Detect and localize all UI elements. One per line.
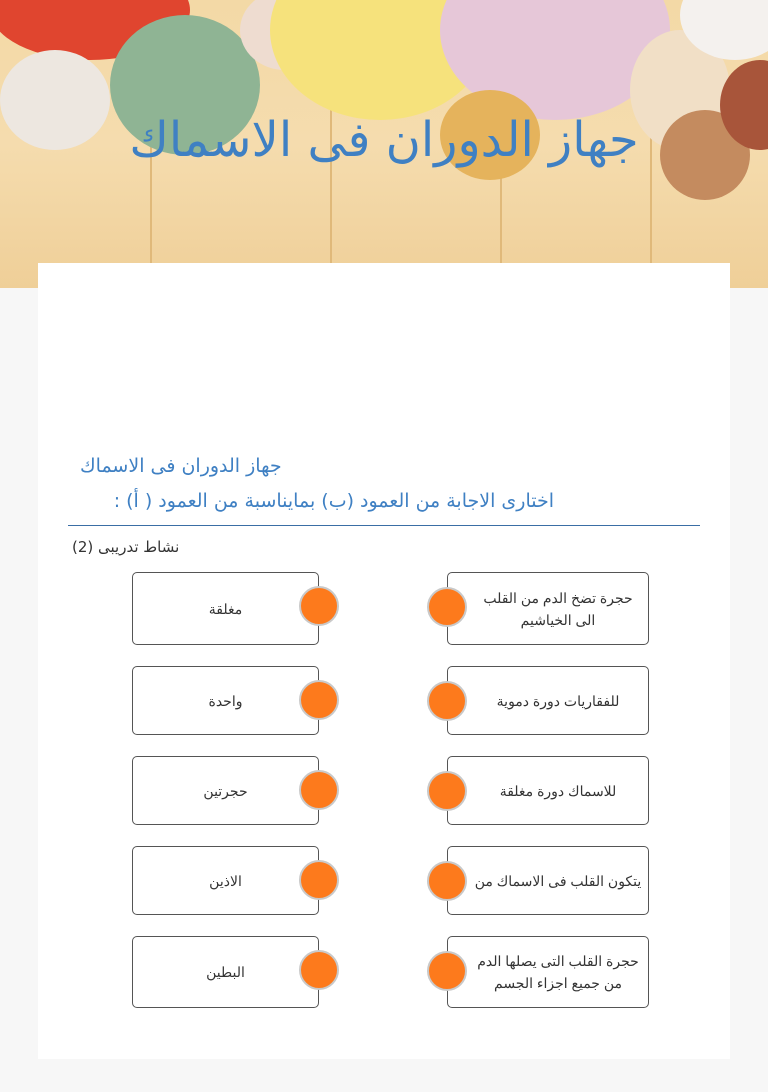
connector-dot-a[interactable] [427,861,467,901]
option-a-line1: يتكون القلب فى الاسماك من [474,872,642,889]
answer-option-b[interactable] [132,572,319,645]
page-title: جهاز الدوران فى الاسماك [129,112,639,168]
question-option-a[interactable] [447,572,649,645]
connector-dot-b[interactable] [299,680,339,720]
option-a-line1: للفقاريات دورة دموية [496,692,620,709]
question-option-a[interactable] [447,666,649,735]
question-option-a[interactable] [447,936,649,1008]
answer-option-b[interactable] [132,666,319,735]
connector-dot-b[interactable] [299,586,339,626]
question-option-a[interactable] [447,756,649,825]
worksheet-instruction: اختارى الاجابة من العمود (ب) بمايناسبة من العمود ( أ) : [113,490,554,512]
header-banner [0,0,768,288]
worksheet-subtitle: جهاز الدوران فى الاسماك [80,455,282,477]
activity-label: نشاط تدريبى (2) [72,538,180,556]
option-b-text: مغلقة [208,600,243,617]
connector-dot-a[interactable] [427,587,467,627]
connector-dot-b[interactable] [299,950,339,990]
option-a-line1: حجرة تضخ الدم من القلب [483,589,633,606]
option-b-text: الاذين [209,872,242,889]
connector-dot-b[interactable] [299,770,339,810]
divider [68,525,700,526]
option-b-text: حجرتين [203,782,248,799]
option-a-line2: من جميع اجزاء الجسم [494,975,622,991]
answer-option-b[interactable] [132,756,319,825]
option-a-line2: الى الخياشيم [520,611,596,628]
option-b-text: واحدة [208,692,243,709]
question-option-a[interactable] [447,846,649,915]
connector-dot-a[interactable] [427,951,467,991]
option-b-text: البطين [206,964,245,980]
connector-dot-a[interactable] [427,771,467,811]
answer-option-b[interactable] [132,936,319,1008]
connector-dot-a[interactable] [427,681,467,721]
option-a-line1: حجرة القلب التى يصلها الدم [477,953,639,969]
connector-dot-b[interactable] [299,860,339,900]
answer-option-b[interactable] [132,846,319,915]
option-a-line1: للاسماك دورة مغلقة [499,782,617,799]
